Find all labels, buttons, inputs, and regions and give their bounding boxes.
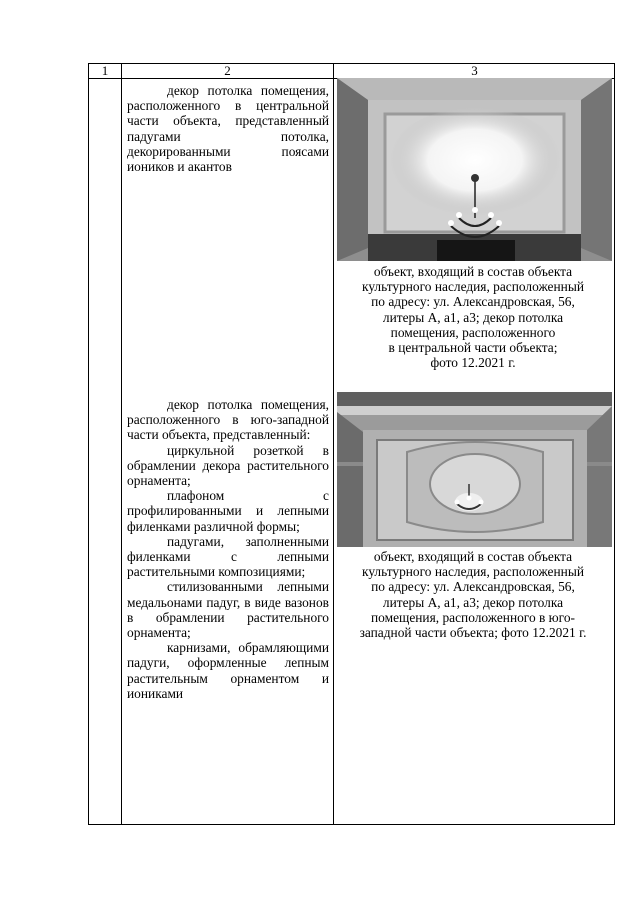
caption-line: западной части объекта; фото 12.2021 г.: [359, 625, 587, 641]
caption-line: по адресу: ул. Александровская, 56,: [371, 294, 575, 310]
caption-line: литеры А, а1, а3; декор потолка: [382, 309, 564, 325]
caption-line: помещения, расположенного: [390, 324, 556, 340]
description-paragraph: циркульной розеткой в обрамлении декора растительного орнамента;: [127, 442, 329, 489]
caption-line: литеры А, а1, а3; декор потолка: [382, 594, 564, 610]
ceiling-photo-central: [337, 78, 612, 261]
row-2-caption: [336, 549, 610, 640]
caption-line: объект, входящий в состав объекта: [373, 549, 573, 564]
caption-line: объект, входящий в состав объекта: [373, 264, 573, 279]
description-paragraph: стилизованными лепными медальонами падуг, в виде вазонов в обрамлении растительного орнамента;: [127, 579, 329, 641]
row-1-description: [127, 83, 329, 174]
description-paragraph: декор потолка помещения, расположенного в центральной части объекта, представленный падугами потолка, декорированными поясами иоников и акантов: [127, 83, 329, 175]
description-paragraph: падугами, заполненными филенками с лепными растительными композициями;: [127, 533, 329, 580]
column-header-2: 2: [224, 63, 231, 78]
description-paragraph: плафоном с профилированными и лепными филенками различной формы;: [127, 488, 329, 534]
row-1-caption: [336, 264, 610, 370]
column-divider: [121, 64, 122, 824]
caption-line: помещения, расположенного в юго-: [370, 609, 575, 625]
description-paragraph: карнизами, обрамляющими падуги, оформленные лепным растительным орнаментом и иониками: [127, 640, 329, 701]
column-header-1: 1: [101, 63, 109, 78]
ceiling-photo-southwest: [337, 392, 612, 547]
row-2-description: [127, 397, 329, 701]
caption-line: фото 12.2021 г.: [430, 355, 516, 371]
description-paragraph: декор потолка помещения, расположенного в юго-западной части объекта, представленный:: [127, 397, 329, 443]
column-divider: [333, 64, 334, 824]
caption-line: культурного наследия, расположенный: [362, 279, 584, 295]
caption-line: по адресу: ул. Александровская, 56,: [371, 579, 575, 595]
column-header-3: 3: [471, 63, 478, 78]
caption-line: в центральной части объекта;: [388, 340, 558, 356]
caption-line: культурного наследия, расположенный: [362, 564, 584, 580]
